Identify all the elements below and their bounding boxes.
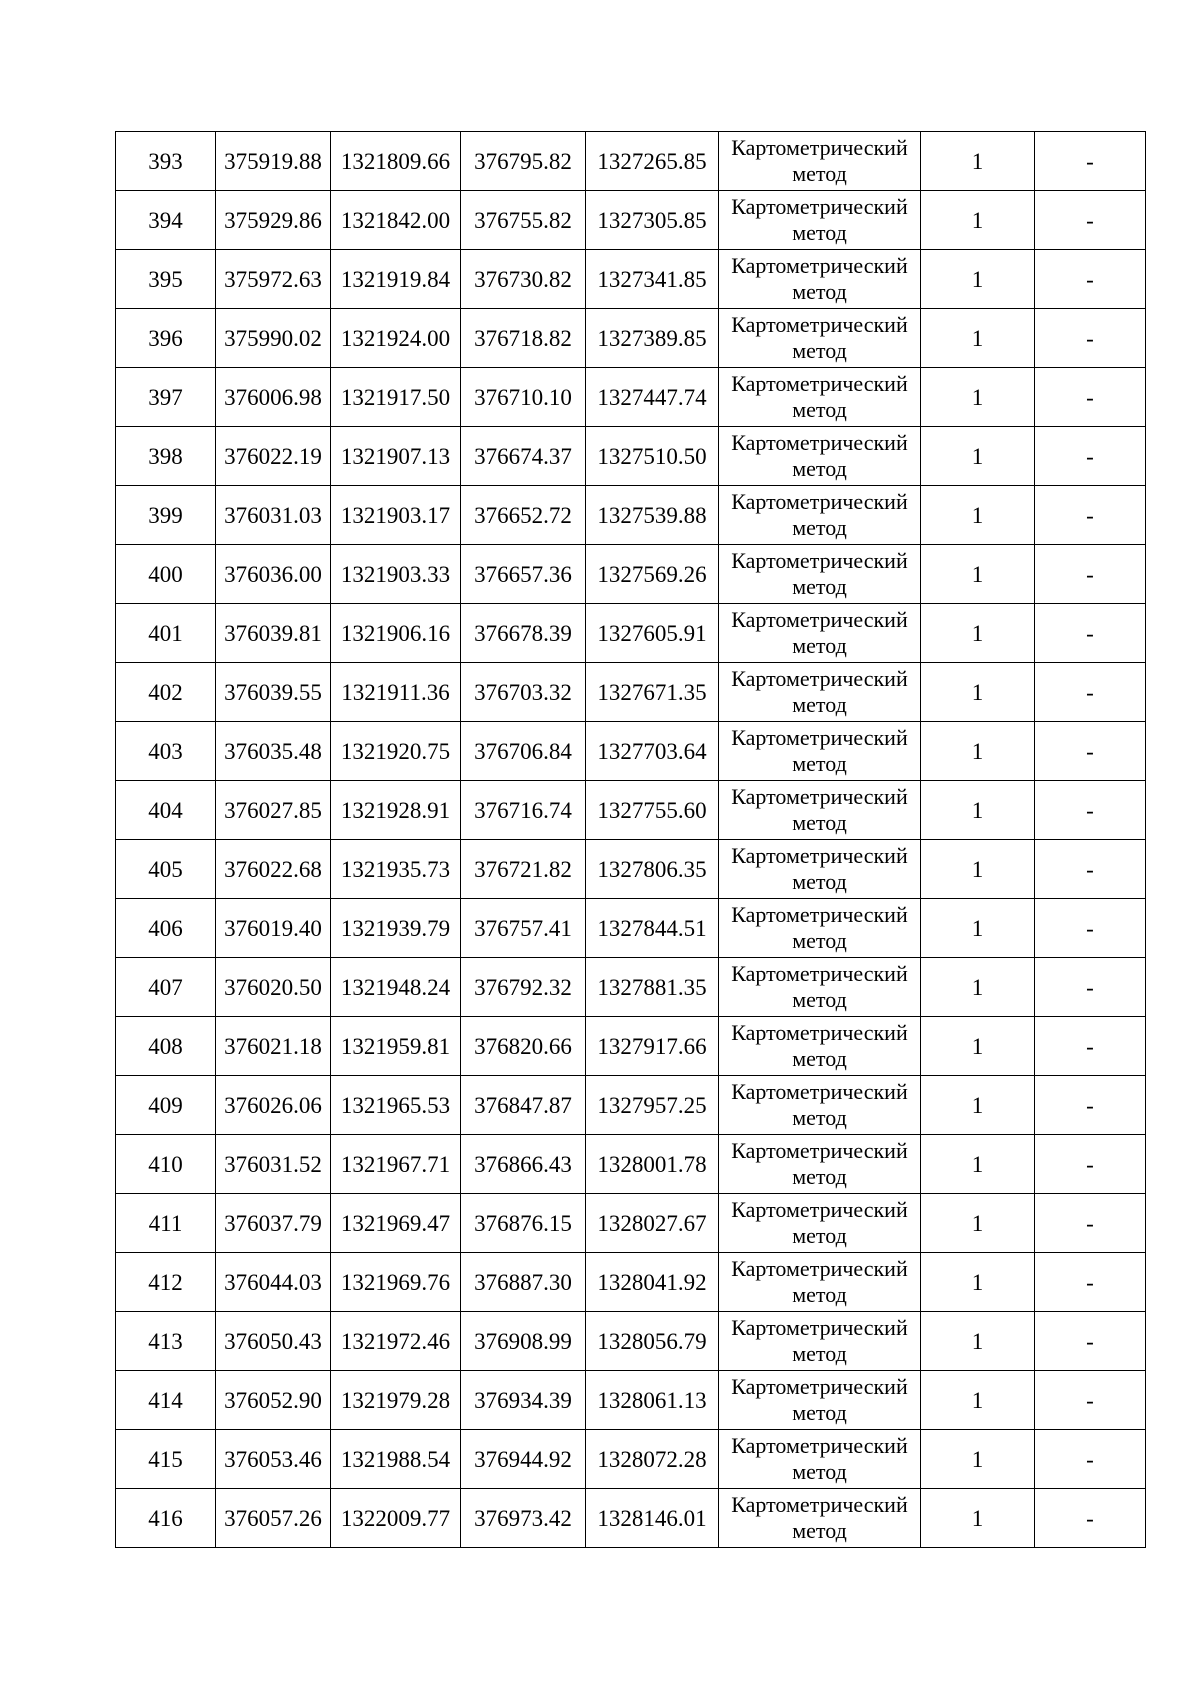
point-number-cell: 408 [116, 1017, 216, 1076]
accuracy-cell: 1 [921, 1076, 1035, 1135]
point-number-cell: 397 [116, 368, 216, 427]
point-number-cell: 411 [116, 1194, 216, 1253]
y1-coordinate-cell: 1321809.66 [331, 132, 461, 191]
x1-coordinate-cell: 376006.98 [216, 368, 331, 427]
method-cell [719, 1253, 921, 1312]
method-text-line2: метод [792, 751, 847, 776]
method-text-line2: метод [792, 456, 847, 481]
y1-coordinate-cell: 1321903.17 [331, 486, 461, 545]
point-number-cell: 404 [116, 781, 216, 840]
method-text-line1: Картометрический [731, 902, 908, 927]
point-number-cell: 406 [116, 899, 216, 958]
x2-coordinate-cell: 376678.39 [461, 604, 586, 663]
point-number-cell: 402 [116, 663, 216, 722]
method-cell [719, 486, 921, 545]
x2-coordinate-cell: 376973.42 [461, 1489, 586, 1548]
table-row [116, 1135, 1146, 1194]
x2-coordinate-cell: 376792.32 [461, 958, 586, 1017]
accuracy-cell: 1 [921, 663, 1035, 722]
y2-coordinate-cell: 1327447.74 [586, 368, 719, 427]
method-text-line2: метод [792, 161, 847, 186]
note-cell: - [1035, 1135, 1146, 1194]
x1-coordinate-cell: 376039.55 [216, 663, 331, 722]
method-cell [719, 899, 921, 958]
y2-coordinate-cell: 1327539.88 [586, 486, 719, 545]
method-cell [719, 1135, 921, 1194]
y1-coordinate-cell: 1321906.16 [331, 604, 461, 663]
x2-coordinate-cell: 376820.66 [461, 1017, 586, 1076]
note-cell: - [1035, 486, 1146, 545]
y2-coordinate-cell: 1327341.85 [586, 250, 719, 309]
y2-coordinate-cell: 1328041.92 [586, 1253, 719, 1312]
method-text-line2: метод [792, 987, 847, 1012]
x1-coordinate-cell: 376031.03 [216, 486, 331, 545]
method-cell [719, 545, 921, 604]
note-cell: - [1035, 132, 1146, 191]
y2-coordinate-cell: 1327755.60 [586, 781, 719, 840]
method-text-line1: Картометрический [731, 253, 908, 278]
method-text-line2: метод [792, 220, 847, 245]
y1-coordinate-cell: 1321924.00 [331, 309, 461, 368]
method-cell [719, 781, 921, 840]
x2-coordinate-cell: 376730.82 [461, 250, 586, 309]
table-row [116, 486, 1146, 545]
x2-coordinate-cell: 376703.32 [461, 663, 586, 722]
method-cell [719, 1312, 921, 1371]
x2-coordinate-cell: 376944.92 [461, 1430, 586, 1489]
y2-coordinate-cell: 1328027.67 [586, 1194, 719, 1253]
x2-coordinate-cell: 376716.74 [461, 781, 586, 840]
y2-coordinate-cell: 1327917.66 [586, 1017, 719, 1076]
method-text-line1: Картометрический [731, 135, 908, 160]
point-number-cell: 399 [116, 486, 216, 545]
method-text-line2: метод [792, 515, 847, 540]
method-text-line2: метод [792, 692, 847, 717]
y2-coordinate-cell: 1328056.79 [586, 1312, 719, 1371]
x2-coordinate-cell: 376706.84 [461, 722, 586, 781]
table-row [116, 722, 1146, 781]
table-row [116, 250, 1146, 309]
x1-coordinate-cell: 376022.68 [216, 840, 331, 899]
method-cell [719, 1194, 921, 1253]
table-row [116, 1371, 1146, 1430]
method-text-line1: Картометрический [731, 1197, 908, 1222]
table-row [116, 840, 1146, 899]
table-row [116, 604, 1146, 663]
y2-coordinate-cell: 1327305.85 [586, 191, 719, 250]
accuracy-cell: 1 [921, 1194, 1035, 1253]
accuracy-cell: 1 [921, 1253, 1035, 1312]
table-row [116, 1076, 1146, 1135]
method-cell [719, 1076, 921, 1135]
method-text-line1: Картометрический [731, 725, 908, 750]
method-text-line2: метод [792, 397, 847, 422]
point-number-cell: 407 [116, 958, 216, 1017]
note-cell: - [1035, 1489, 1146, 1548]
method-cell [719, 722, 921, 781]
note-cell: - [1035, 604, 1146, 663]
y2-coordinate-cell: 1328146.01 [586, 1489, 719, 1548]
method-cell [719, 958, 921, 1017]
table-row [116, 1253, 1146, 1312]
x1-coordinate-cell: 376020.50 [216, 958, 331, 1017]
x2-coordinate-cell: 376652.72 [461, 486, 586, 545]
method-text-line2: метод [792, 1046, 847, 1071]
method-text-line2: метод [792, 1400, 847, 1425]
x2-coordinate-cell: 376876.15 [461, 1194, 586, 1253]
note-cell: - [1035, 1017, 1146, 1076]
y2-coordinate-cell: 1327881.35 [586, 958, 719, 1017]
note-cell: - [1035, 899, 1146, 958]
method-text-line1: Картометрический [731, 1315, 908, 1340]
method-text-line1: Картометрический [731, 430, 908, 455]
method-text-line2: метод [792, 869, 847, 894]
accuracy-cell: 1 [921, 368, 1035, 427]
method-text-line2: метод [792, 1459, 847, 1484]
method-text-line1: Картометрический [731, 1433, 908, 1458]
x2-coordinate-cell: 376674.37 [461, 427, 586, 486]
x1-coordinate-cell: 376021.18 [216, 1017, 331, 1076]
table-row [116, 545, 1146, 604]
y1-coordinate-cell: 1321928.91 [331, 781, 461, 840]
y1-coordinate-cell: 1321988.54 [331, 1430, 461, 1489]
y1-coordinate-cell: 1321939.79 [331, 899, 461, 958]
x2-coordinate-cell: 376934.39 [461, 1371, 586, 1430]
y1-coordinate-cell: 1322009.77 [331, 1489, 461, 1548]
point-number-cell: 395 [116, 250, 216, 309]
note-cell: - [1035, 958, 1146, 1017]
x2-coordinate-cell: 376866.43 [461, 1135, 586, 1194]
point-number-cell: 413 [116, 1312, 216, 1371]
point-number-cell: 394 [116, 191, 216, 250]
method-text-line1: Картометрический [731, 489, 908, 514]
note-cell: - [1035, 663, 1146, 722]
method-cell [719, 663, 921, 722]
x2-coordinate-cell: 376757.41 [461, 899, 586, 958]
point-number-cell: 405 [116, 840, 216, 899]
method-cell [719, 1430, 921, 1489]
method-text-line2: метод [792, 928, 847, 953]
y2-coordinate-cell: 1327605.91 [586, 604, 719, 663]
x2-coordinate-cell: 376795.82 [461, 132, 586, 191]
y2-coordinate-cell: 1328072.28 [586, 1430, 719, 1489]
note-cell: - [1035, 427, 1146, 486]
accuracy-cell: 1 [921, 191, 1035, 250]
accuracy-cell: 1 [921, 604, 1035, 663]
y2-coordinate-cell: 1327703.64 [586, 722, 719, 781]
y2-coordinate-cell: 1327671.35 [586, 663, 719, 722]
point-number-cell: 393 [116, 132, 216, 191]
note-cell: - [1035, 1430, 1146, 1489]
x1-coordinate-cell: 376037.79 [216, 1194, 331, 1253]
x1-coordinate-cell: 376031.52 [216, 1135, 331, 1194]
x1-coordinate-cell: 375972.63 [216, 250, 331, 309]
method-text-line2: метод [792, 574, 847, 599]
table-row [116, 1194, 1146, 1253]
table-row [116, 958, 1146, 1017]
method-text-line1: Картометрический [731, 666, 908, 691]
method-text-line1: Картометрический [731, 784, 908, 809]
method-text-line1: Картометрический [731, 548, 908, 573]
note-cell: - [1035, 368, 1146, 427]
table-row [116, 191, 1146, 250]
y1-coordinate-cell: 1321903.33 [331, 545, 461, 604]
note-cell: - [1035, 309, 1146, 368]
y2-coordinate-cell: 1327389.85 [586, 309, 719, 368]
method-cell [719, 309, 921, 368]
y2-coordinate-cell: 1327806.35 [586, 840, 719, 899]
point-number-cell: 400 [116, 545, 216, 604]
x1-coordinate-cell: 376026.06 [216, 1076, 331, 1135]
y2-coordinate-cell: 1327844.51 [586, 899, 719, 958]
y1-coordinate-cell: 1321935.73 [331, 840, 461, 899]
method-text-line1: Картометрический [731, 1374, 908, 1399]
x1-coordinate-cell: 376057.26 [216, 1489, 331, 1548]
point-number-cell: 416 [116, 1489, 216, 1548]
method-text-line1: Картометрический [731, 1138, 908, 1163]
accuracy-cell: 1 [921, 958, 1035, 1017]
method-text-line2: метод [792, 338, 847, 363]
note-cell: - [1035, 722, 1146, 781]
accuracy-cell: 1 [921, 1135, 1035, 1194]
method-text-line2: метод [792, 1105, 847, 1130]
note-cell: - [1035, 545, 1146, 604]
table-row [116, 1312, 1146, 1371]
point-number-cell: 414 [116, 1371, 216, 1430]
x2-coordinate-cell: 376847.87 [461, 1076, 586, 1135]
table-row [116, 1430, 1146, 1489]
method-text-line1: Картометрический [731, 1492, 908, 1517]
method-cell [719, 250, 921, 309]
method-cell [719, 1017, 921, 1076]
x1-coordinate-cell: 376052.90 [216, 1371, 331, 1430]
note-cell: - [1035, 1253, 1146, 1312]
y1-coordinate-cell: 1321917.50 [331, 368, 461, 427]
table-row [116, 781, 1146, 840]
accuracy-cell: 1 [921, 309, 1035, 368]
y1-coordinate-cell: 1321911.36 [331, 663, 461, 722]
method-text-line2: метод [792, 1164, 847, 1189]
y2-coordinate-cell: 1327510.50 [586, 427, 719, 486]
x1-coordinate-cell: 376022.19 [216, 427, 331, 486]
accuracy-cell: 1 [921, 899, 1035, 958]
y1-coordinate-cell: 1321969.47 [331, 1194, 461, 1253]
point-number-cell: 401 [116, 604, 216, 663]
note-cell: - [1035, 1194, 1146, 1253]
method-text-line2: метод [792, 633, 847, 658]
accuracy-cell: 1 [921, 1489, 1035, 1548]
x2-coordinate-cell: 376721.82 [461, 840, 586, 899]
y1-coordinate-cell: 1321959.81 [331, 1017, 461, 1076]
accuracy-cell: 1 [921, 250, 1035, 309]
y1-coordinate-cell: 1321948.24 [331, 958, 461, 1017]
note-cell: - [1035, 1312, 1146, 1371]
y1-coordinate-cell: 1321972.46 [331, 1312, 461, 1371]
x1-coordinate-cell: 376050.43 [216, 1312, 331, 1371]
accuracy-cell: 1 [921, 1017, 1035, 1076]
x1-coordinate-cell: 375929.86 [216, 191, 331, 250]
point-number-cell: 410 [116, 1135, 216, 1194]
y2-coordinate-cell: 1327265.85 [586, 132, 719, 191]
y2-coordinate-cell: 1328061.13 [586, 1371, 719, 1430]
x1-coordinate-cell: 376053.46 [216, 1430, 331, 1489]
y2-coordinate-cell: 1327957.25 [586, 1076, 719, 1135]
x1-coordinate-cell: 376035.48 [216, 722, 331, 781]
method-text-line2: метод [792, 810, 847, 835]
y2-coordinate-cell: 1328001.78 [586, 1135, 719, 1194]
accuracy-cell: 1 [921, 486, 1035, 545]
method-cell [719, 840, 921, 899]
x1-coordinate-cell: 375990.02 [216, 309, 331, 368]
note-cell: - [1035, 1076, 1146, 1135]
method-text-line2: метод [792, 1518, 847, 1543]
y1-coordinate-cell: 1321920.75 [331, 722, 461, 781]
method-text-line1: Картометрический [731, 961, 908, 986]
point-number-cell: 396 [116, 309, 216, 368]
table-row [116, 899, 1146, 958]
method-cell [719, 1371, 921, 1430]
accuracy-cell: 1 [921, 722, 1035, 781]
x1-coordinate-cell: 376044.03 [216, 1253, 331, 1312]
x2-coordinate-cell: 376710.10 [461, 368, 586, 427]
x2-coordinate-cell: 376755.82 [461, 191, 586, 250]
table-row [116, 427, 1146, 486]
method-cell [719, 368, 921, 427]
y1-coordinate-cell: 1321907.13 [331, 427, 461, 486]
table-body [116, 132, 1146, 1548]
method-text-line2: метод [792, 1223, 847, 1248]
y1-coordinate-cell: 1321919.84 [331, 250, 461, 309]
method-cell [719, 132, 921, 191]
method-text-line2: метод [792, 1282, 847, 1307]
x2-coordinate-cell: 376908.99 [461, 1312, 586, 1371]
y2-coordinate-cell: 1327569.26 [586, 545, 719, 604]
method-cell [719, 604, 921, 663]
method-text-line1: Картометрический [731, 371, 908, 396]
table-row [116, 309, 1146, 368]
note-cell: - [1035, 250, 1146, 309]
method-cell [719, 427, 921, 486]
x2-coordinate-cell: 376718.82 [461, 309, 586, 368]
table-row [116, 1017, 1146, 1076]
point-number-cell: 398 [116, 427, 216, 486]
method-text-line1: Картометрический [731, 194, 908, 219]
accuracy-cell: 1 [921, 840, 1035, 899]
method-cell [719, 1489, 921, 1548]
accuracy-cell: 1 [921, 427, 1035, 486]
point-number-cell: 403 [116, 722, 216, 781]
x1-coordinate-cell: 375919.88 [216, 132, 331, 191]
method-text-line1: Картометрический [731, 1256, 908, 1281]
method-text-line1: Картометрический [731, 607, 908, 632]
x2-coordinate-cell: 376887.30 [461, 1253, 586, 1312]
y1-coordinate-cell: 1321842.00 [331, 191, 461, 250]
accuracy-cell: 1 [921, 1371, 1035, 1430]
table-row [116, 663, 1146, 722]
table-row [116, 1489, 1146, 1548]
note-cell: - [1035, 781, 1146, 840]
method-cell [719, 191, 921, 250]
method-text-line1: Картометрический [731, 843, 908, 868]
note-cell: - [1035, 191, 1146, 250]
point-number-cell: 409 [116, 1076, 216, 1135]
x1-coordinate-cell: 376019.40 [216, 899, 331, 958]
point-number-cell: 415 [116, 1430, 216, 1489]
x1-coordinate-cell: 376036.00 [216, 545, 331, 604]
method-text-line1: Картометрический [731, 312, 908, 337]
x1-coordinate-cell: 376039.81 [216, 604, 331, 663]
method-text-line1: Картометрический [731, 1020, 908, 1045]
method-text-line2: метод [792, 279, 847, 304]
x2-coordinate-cell: 376657.36 [461, 545, 586, 604]
y1-coordinate-cell: 1321967.71 [331, 1135, 461, 1194]
note-cell: - [1035, 1371, 1146, 1430]
accuracy-cell: 1 [921, 1430, 1035, 1489]
accuracy-cell: 1 [921, 1312, 1035, 1371]
table-row [116, 132, 1146, 191]
accuracy-cell: 1 [921, 545, 1035, 604]
y1-coordinate-cell: 1321965.53 [331, 1076, 461, 1135]
coordinates-table [115, 131, 1146, 1548]
y1-coordinate-cell: 1321979.28 [331, 1371, 461, 1430]
accuracy-cell: 1 [921, 132, 1035, 191]
accuracy-cell: 1 [921, 781, 1035, 840]
y1-coordinate-cell: 1321969.76 [331, 1253, 461, 1312]
point-number-cell: 412 [116, 1253, 216, 1312]
table-row [116, 368, 1146, 427]
x1-coordinate-cell: 376027.85 [216, 781, 331, 840]
method-text-line1: Картометрический [731, 1079, 908, 1104]
note-cell: - [1035, 840, 1146, 899]
method-text-line2: метод [792, 1341, 847, 1366]
